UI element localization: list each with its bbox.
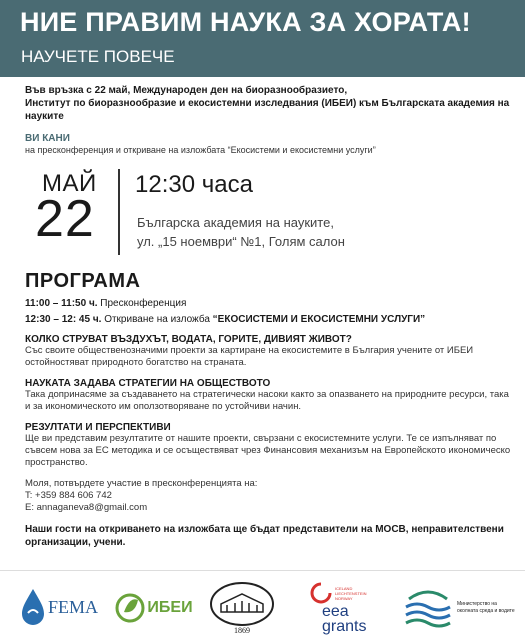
header-banner: [0, 0, 525, 77]
guests-note: Наши гости на откриването на изложбата ще бъдат представители на МОСВ, неправителствени организации, учени.: [25, 524, 504, 548]
eea-label: eea: [322, 603, 349, 620]
ministry-line-1: Министерство на: [457, 601, 497, 607]
program-item-time: 11:00 – 11:50 ч.: [25, 298, 98, 309]
date-divider: [118, 169, 120, 255]
invites-heading: ВИ КАНИ: [25, 133, 70, 144]
grants-label: grants: [322, 618, 367, 635]
event-day: 22: [35, 190, 95, 248]
page-title: НИЕ ПРАВИМ НАУКА ЗА ХОРАТА!: [20, 7, 471, 37]
intro-line-1: Във връзка с 22 май, Международен ден на биоразнообразието,: [25, 85, 348, 96]
section-body: Ще ви представим резултатите от нашите проекти, свързани с екосистемните услуги. Те се изпълняват по съвсем нова за ЕС методика и се осъществяват чрез Финансовия механизъм на Европейското икономическо пространство.: [25, 433, 511, 468]
learn-more-link[interactable]: НАУЧЕТЕ ПОВЕЧЕ: [21, 47, 175, 66]
invite-description: на пресконференция и откриване на изложбата “Екосистеми и екосистемни услуги”: [25, 145, 376, 155]
program-item-highlight: “ЕКОСИСТЕМИ И ЕКОСИСТЕМНИ УСЛУГИ”: [212, 314, 426, 325]
fema-drop-icon: [20, 587, 46, 627]
contact-phone[interactable]: T: +359 884 606 742: [25, 490, 112, 501]
event-time: 12:30 часа: [135, 171, 253, 198]
ibei-label: ИБЕИ: [147, 599, 193, 616]
academy-building-icon: [209, 582, 275, 626]
fema-label: FEMA: [47, 596, 98, 617]
academy-year: 1869: [234, 625, 250, 635]
section-heading: РЕЗУЛТАТИ И ПЕРСПЕКТИВИ: [25, 422, 171, 433]
program-title: ПРОГРАМА: [25, 270, 141, 292]
contact-intro: Моля, потвърдете участие в пресконференцията на:: [25, 478, 258, 489]
ibei-logo: [113, 583, 195, 633]
section-value: [25, 334, 515, 369]
venue-line-1: Българска академия на науките,: [137, 215, 334, 230]
program-item-text: Откриване на изложба: [101, 314, 213, 325]
section-strategy: [25, 378, 515, 413]
ministry-line-2: околната среда и водите: [457, 608, 515, 614]
venue-line-2: ул. „15 ноември“ №1, Голям салон: [137, 234, 345, 249]
contact-block: [25, 478, 515, 514]
eea-countries: ICELAND LIECHTENSTEIN NORWAY: [335, 585, 367, 601]
ministry-waves-icon: [403, 585, 453, 631]
program-block: [25, 270, 515, 549]
program-item: [25, 298, 515, 309]
event-date-block: [25, 163, 515, 263]
section-body: Така допринасяме за създаването на стратегически насоки както за опазването на природните ресурси, така и за икономическото им оползотворяване по устойчиви начин.: [25, 389, 509, 412]
section-heading: НАУКАТА ЗАДАВА СТРАТЕГИИ НА ОБЩЕСТВОТО: [25, 378, 271, 389]
intro-line-2: Институт по биоразнообразие и екосистемни изследвания (ИБЕИ) към Българската академия на науките: [25, 98, 510, 122]
partner-logos: [0, 570, 525, 641]
section-body: Със своите общественозначими проекти за картиране на екосистемите в България учените от ИБЕИ остойностяват природното богатство на страната.: [25, 345, 474, 368]
event-month: МАЙ: [42, 170, 97, 197]
intro-block: [25, 84, 515, 156]
program-item-time: 12:30 – 12: 45 ч.: [25, 314, 102, 325]
program-item-text: Пресконференция: [97, 298, 187, 309]
event-venue: [137, 213, 345, 251]
academy-logo: [203, 579, 281, 637]
ibei-leaf-icon: [115, 588, 145, 628]
contact-email[interactable]: E: annaganeva8@gmail.com: [25, 502, 148, 513]
section-heading: КОЛКО СТРУВАТ ВЪЗДУХЪТ, ВОДАТА, ГОРИТЕ, ДИВИЯТ ЖИВОТ?: [25, 334, 352, 345]
eea-grants-logo: [310, 581, 390, 635]
program-item: [25, 314, 515, 325]
section-results: [25, 422, 515, 469]
ministry-logo: [400, 581, 520, 635]
eea-swirl-icon: [310, 582, 332, 604]
fema-logo: [18, 583, 100, 631]
